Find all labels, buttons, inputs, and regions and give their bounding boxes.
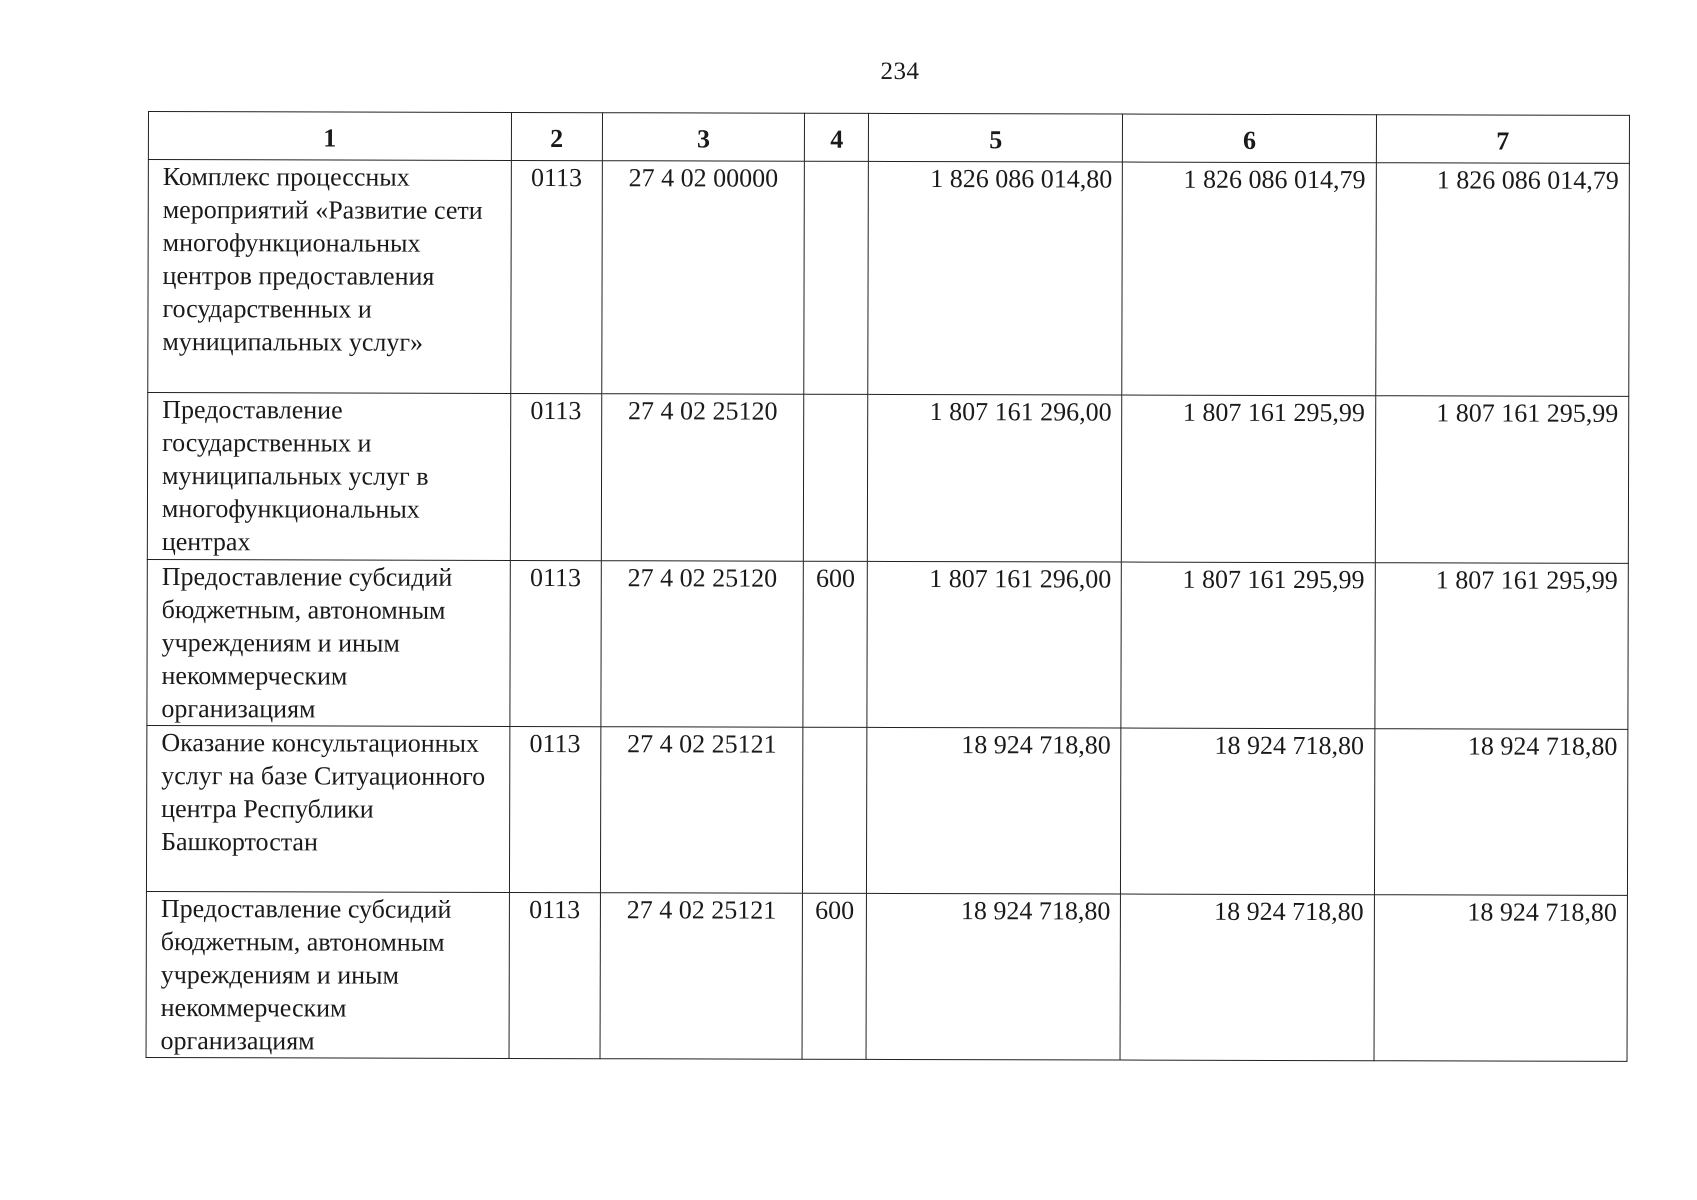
row-amount-6-cell: 18 924 718,80 (1121, 728, 1375, 895)
page-number: 234 (880, 58, 920, 85)
row-target-code-cell: 27 4 02 25120 (601, 561, 804, 728)
row-name-cell (148, 160, 511, 394)
table-row (146, 725, 1627, 895)
table-row (146, 891, 1627, 1061)
table-header-row (148, 112, 1629, 164)
row-name: Оказание консультационных услуг на базе Ситуационного центра Республики Башкортостан (161, 728, 486, 857)
header-col-5: 5 (869, 113, 1123, 162)
row-amount-6-cell: 18 924 718,80 (1120, 894, 1374, 1061)
table-row (148, 160, 1630, 397)
row-amount-5-cell: 18 924 718,80 (866, 893, 1121, 1060)
row-expense-type-cell: 600 (802, 893, 866, 1059)
header-col-3: 3 (602, 113, 805, 162)
row-name: Комплекс процессных мероприятий «Развитие сети многофункциональных центров предоставления государственных и муниципальных услуг» (162, 162, 483, 357)
header-col-2: 2 (511, 112, 602, 160)
table-row (147, 559, 1628, 729)
row-section-cell: 0113 (510, 160, 602, 393)
row-amount-7-cell: 1 826 086 014,79 (1375, 163, 1629, 397)
row-amount-5-cell: 18 924 718,80 (867, 727, 1122, 894)
row-section-cell: 0113 (509, 892, 601, 1058)
row-section-cell: 0113 (510, 560, 602, 726)
row-name-cell (146, 891, 509, 1058)
table-row (147, 393, 1628, 564)
header-col-6: 6 (1123, 114, 1376, 163)
header-col-4: 4 (805, 113, 869, 161)
header-col-1: 1 (148, 112, 511, 161)
row-target-code-cell: 27 4 02 25121 (600, 727, 803, 894)
row-amount-7-cell: 18 924 718,80 (1374, 729, 1628, 896)
row-amount-5-cell: 1 826 086 014,80 (868, 161, 1123, 395)
row-amount-6-cell: 1 807 161 295,99 (1121, 562, 1375, 729)
row-section-cell: 0113 (510, 393, 602, 560)
row-target-code-cell: 27 4 02 25121 (600, 893, 803, 1060)
row-section-cell: 0113 (509, 726, 601, 892)
row-expense-type-cell: 600 (803, 561, 867, 727)
budget-table (146, 111, 1630, 1062)
row-name: Предоставление государственных и муниципальных услуг в многофункциональных центрах (161, 395, 429, 557)
row-name: Предоставление субсидий бюджетным, автономным учреждениям и иным некоммерческим организациям (160, 894, 452, 1056)
row-expense-type-cell (804, 394, 868, 561)
row-target-code-cell: 27 4 02 00000 (602, 161, 805, 395)
row-amount-7-cell: 1 807 161 295,99 (1375, 563, 1629, 730)
row-expense-type-cell (804, 161, 868, 394)
row-name-cell (147, 559, 510, 726)
row-amount-6-cell: 1 826 086 014,79 (1122, 162, 1376, 396)
row-amount-6-cell: 1 807 161 295,99 (1122, 395, 1376, 563)
row-name: Предоставление субсидий бюджетным, автономным учреждениям и иным некоммерческим организациям (161, 562, 453, 724)
row-amount-5-cell: 1 807 161 296,00 (868, 394, 1123, 562)
row-amount-7-cell: 18 924 718,80 (1374, 895, 1628, 1062)
row-amount-7-cell: 1 807 161 295,99 (1375, 396, 1629, 564)
row-target-code-cell: 27 4 02 25120 (601, 394, 804, 562)
header-col-7: 7 (1376, 115, 1629, 164)
row-amount-5-cell: 1 807 161 296,00 (867, 561, 1122, 728)
budget-table-container (146, 111, 1630, 1062)
row-name-cell (147, 393, 510, 561)
row-name-cell (146, 725, 509, 892)
row-expense-type-cell (803, 727, 867, 893)
